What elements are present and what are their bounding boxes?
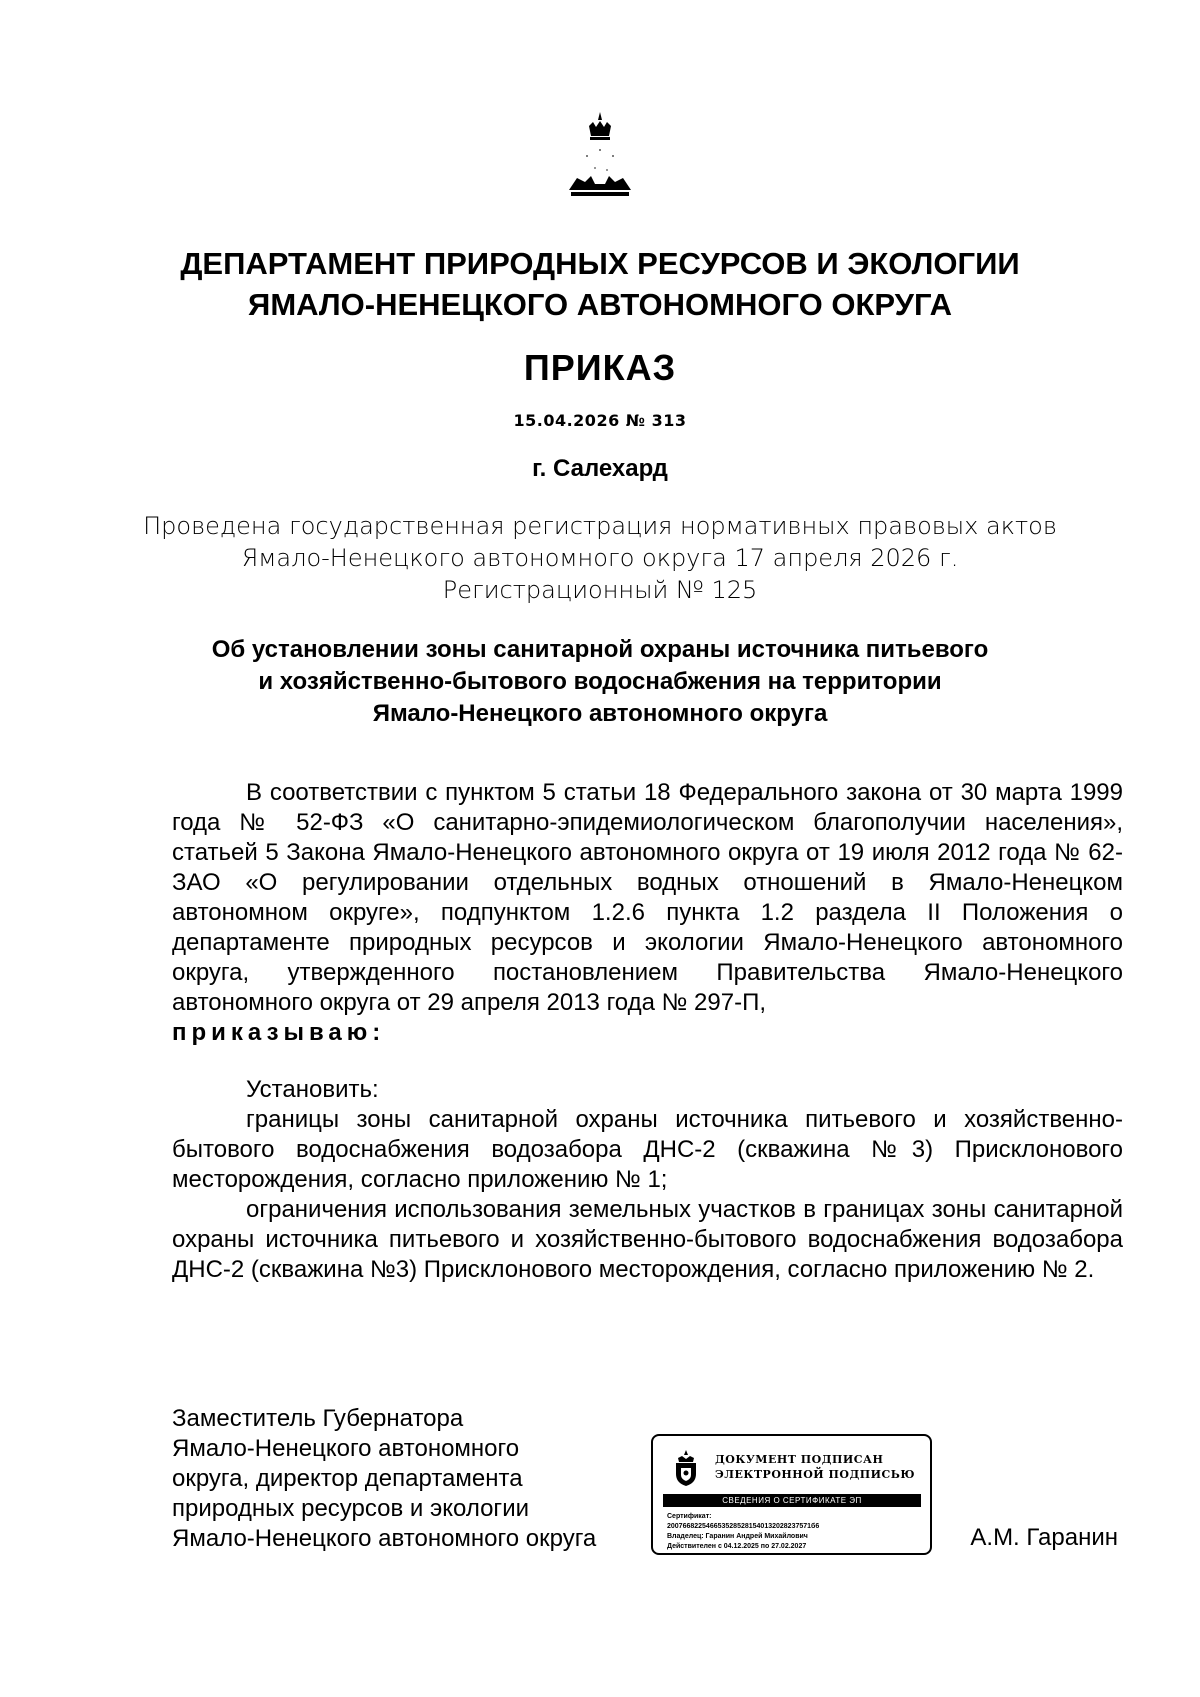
document-type-heading: ПРИКАЗ — [523, 347, 677, 388]
preamble-paragraph: В соответствии с пунктом 5 статьи 18 Федерального закона от 30 марта 1999 года № 52-ФЗ «О санитарно-эпидемиологическом благополучии населения», статьей 5 Закона Ямало-Ненецкого автономного округа от 19 июля 2012 года № 62-ЗАО «О регулировании отдельных водных отношений в Ямало-Ненецком автономном округе», подпунктом 1.2.6 пункта 1.2 раздела II Положения о департаменте природных ресурсов и экологии Ямало-Ненецкого автономного округа, утвержденного постановлением Правительства Ямало-Ненецкого автономного округа от 29 апреля 2013 года № 297-П, — [172, 779, 1123, 1016]
establish-heading: Установить: — [246, 1076, 379, 1103]
stamp-title-line-2: ЭЛЕКТРОННОЙ ПОДПИСЬЮ — [715, 1468, 916, 1481]
signer-line-2: Ямало-Ненецкого автономного — [172, 1435, 520, 1462]
signer-position — [172, 1404, 596, 1554]
operative-item-1: границы зоны санитарной охраны источника питьевого и хозяйственно-бытового водоснабжения водозабора ДНС-2 (скважина №3) Присклонового месторождения, согласно приложению № 1; — [172, 1106, 1123, 1193]
department-line-2: ЯМАЛО-НЕНЕЦКОГО АВТОНОМНОГО ОКРУГА — [248, 287, 952, 322]
document-subject — [0, 634, 1200, 730]
stamp-certificate-bar: СВЕДЕНИЯ О СЕРТИФИКАТЕ ЭП — [663, 1494, 921, 1507]
stamp-certificate-label: Сертификат: — [667, 1513, 712, 1520]
subject-line-3: Ямало-Ненецкого автономного округа — [372, 700, 828, 727]
date-and-number: 15.04.2026 № 313 — [513, 411, 687, 430]
registration-line-2: Ямало-Ненецкого автономного округа 17 апреля 2026 г. — [241, 544, 959, 572]
operative-block — [172, 1075, 1123, 1285]
stamp-title-line-1: ДОКУМЕНТ ПОДПИСАН — [715, 1453, 884, 1466]
preamble-block — [172, 778, 1123, 1048]
signer-line-5: Ямало-Ненецкого автономного округа — [172, 1525, 597, 1552]
stamp-details — [667, 1512, 927, 1552]
operative-item-2: ограничения использования земельных участков в границах зоны санитарной охраны источника питьевого и хозяйственно-бытового водоснабжения водозабора ДНС-2 (скважина №3) Присклонового месторождения, согласно приложению № 2. — [172, 1196, 1123, 1283]
subject-line-2: и хозяйственно-бытового водоснабжения на территории — [258, 668, 942, 695]
stamp-emblem-icon — [669, 1450, 703, 1491]
order-word: приказываю: — [172, 1019, 386, 1046]
coat-of-arms-emblem — [565, 112, 635, 207]
registration-line-3: Регистрационный № 125 — [442, 576, 758, 604]
stamp-title — [715, 1452, 925, 1482]
registration-note — [0, 510, 1200, 606]
stamp-owner: Владелец: Гаранин Андрей Михайлович — [667, 1533, 808, 1540]
signer-line-1: Заместитель Губернатора — [172, 1405, 464, 1432]
signer-line-3: округа, директор департамента — [172, 1465, 523, 1492]
city: г. Салехард — [532, 455, 668, 482]
stamp-validity: Действителен с 04.12.2025 по 27.02.2027 — [667, 1543, 807, 1550]
subject-line-1: Об установлении зоны санитарной охраны источника питьевого — [211, 636, 989, 663]
electronic-signature-stamp — [651, 1434, 932, 1555]
stamp-certificate-value: 2007668225466535285281540132028237571б6 — [667, 1523, 820, 1530]
department-line-1: ДЕПАРТАМЕНТ ПРИРОДНЫХ РЕСУРСОВ И ЭКОЛОГИИ — [180, 246, 1020, 281]
signer-line-4: природных ресурсов и экологии — [172, 1495, 529, 1522]
registration-line-1: Проведена государственная регистрация нормативных правовых актов — [143, 512, 1057, 540]
signer-name: А.М. Гаранин — [970, 1524, 1118, 1551]
department-title — [0, 243, 1200, 325]
